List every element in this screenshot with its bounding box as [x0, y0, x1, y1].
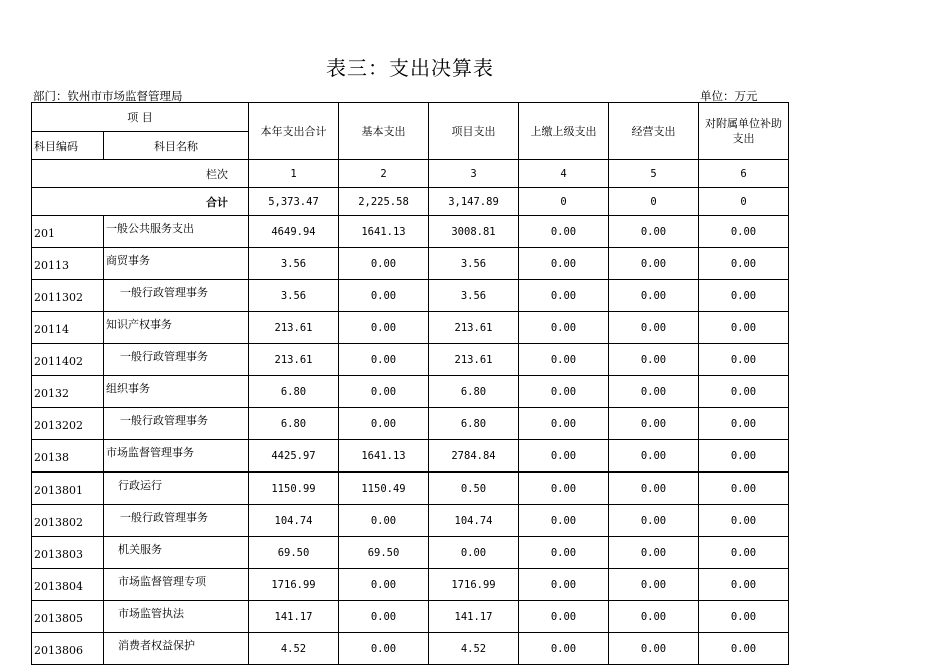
- column-index-1: 1: [249, 160, 339, 188]
- row-name: 知识产权事务: [104, 312, 249, 344]
- column-index-4: 4: [519, 160, 609, 188]
- row-value-6: 0.00: [699, 601, 789, 633]
- row-code: 2013202: [32, 408, 104, 440]
- row-code: 2013803: [32, 537, 104, 569]
- row-value-1: 141.17: [249, 601, 339, 633]
- total-value-5: 0: [609, 188, 699, 216]
- table-row: [32, 248, 789, 280]
- row-value-3: 3.56: [429, 248, 519, 280]
- row-name: 一般行政管理事务: [104, 344, 249, 376]
- row-code: 2011402: [32, 344, 104, 376]
- column-index-2: 2: [339, 160, 429, 188]
- row-value-3: 0.50: [429, 472, 519, 505]
- unit-label: 单位：万元: [700, 89, 758, 103]
- row-value-6: 0.00: [699, 216, 789, 248]
- row-value-6: 0.00: [699, 312, 789, 344]
- row-value-3: 104.74: [429, 505, 519, 537]
- row-value-1: 4425.97: [249, 440, 339, 473]
- page-title: 表三：支出决算表: [326, 56, 494, 80]
- row-value-1: 1716.99: [249, 569, 339, 601]
- table-row: [32, 633, 789, 665]
- row-value-4: 0.00: [519, 408, 609, 440]
- total-label: 合计: [104, 188, 249, 216]
- table-row: [32, 537, 789, 569]
- column-index-3: 3: [429, 160, 519, 188]
- total-row: [32, 188, 789, 216]
- header-name: 科目名称: [104, 132, 249, 160]
- header-col-6: 对附属单位补助支出: [699, 103, 789, 160]
- row-value-6: 0.00: [699, 440, 789, 473]
- table-row: [32, 408, 789, 440]
- row-value-6: 0.00: [699, 569, 789, 601]
- row-value-4: 0.00: [519, 537, 609, 569]
- row-value-5: 0.00: [609, 569, 699, 601]
- row-value-4: 0.00: [519, 216, 609, 248]
- row-value-3: 213.61: [429, 344, 519, 376]
- row-value-4: 0.00: [519, 440, 609, 473]
- row-value-1: 4.52: [249, 633, 339, 665]
- table-row: [32, 216, 789, 248]
- total-value-3: 3,147.89: [429, 188, 519, 216]
- row-value-4: 0.00: [519, 472, 609, 505]
- row-value-4: 0.00: [519, 569, 609, 601]
- department-label: 部门：钦州市市场监督管理局: [33, 89, 183, 103]
- column-index-6: 6: [699, 160, 789, 188]
- table-row: [32, 344, 789, 376]
- row-value-4: 0.00: [519, 601, 609, 633]
- row-value-4: 0.00: [519, 312, 609, 344]
- table-row: [32, 376, 789, 408]
- row-value-2: 0.00: [339, 408, 429, 440]
- row-value-6: 0.00: [699, 344, 789, 376]
- row-code: 2013802: [32, 505, 104, 537]
- row-value-2: 0.00: [339, 633, 429, 665]
- row-value-5: 0.00: [609, 633, 699, 665]
- row-value-1: 213.61: [249, 312, 339, 344]
- row-value-6: 0.00: [699, 505, 789, 537]
- header-code: 科目编码: [32, 132, 104, 160]
- row-value-2: 0.00: [339, 505, 429, 537]
- row-value-3: 3008.81: [429, 216, 519, 248]
- row-value-2: 0.00: [339, 280, 429, 312]
- row-value-3: 2784.84: [429, 440, 519, 473]
- row-code: 2013806: [32, 633, 104, 665]
- row-value-6: 0.00: [699, 408, 789, 440]
- row-value-1: 1150.99: [249, 472, 339, 505]
- row-value-4: 0.00: [519, 344, 609, 376]
- row-code: 20113: [32, 248, 104, 280]
- total-value-1: 5,373.47: [249, 188, 339, 216]
- row-value-4: 0.00: [519, 376, 609, 408]
- table-row: [32, 472, 789, 505]
- row-code: 2013805: [32, 601, 104, 633]
- row-value-6: 0.00: [699, 248, 789, 280]
- row-value-2: 0.00: [339, 376, 429, 408]
- row-value-2: 0.00: [339, 344, 429, 376]
- row-value-5: 0.00: [609, 408, 699, 440]
- row-value-6: 0.00: [699, 633, 789, 665]
- table-row: [32, 505, 789, 537]
- row-value-1: 4649.94: [249, 216, 339, 248]
- row-value-6: 0.00: [699, 537, 789, 569]
- row-name: 市场监督管理专项: [104, 569, 249, 601]
- row-value-3: 141.17: [429, 601, 519, 633]
- row-value-3: 0.00: [429, 537, 519, 569]
- row-name: 一般行政管理事务: [104, 505, 249, 537]
- row-code: 2013801: [32, 472, 104, 505]
- row-value-4: 0.00: [519, 280, 609, 312]
- row-value-1: 6.80: [249, 376, 339, 408]
- row-value-1: 104.74: [249, 505, 339, 537]
- row-value-3: 213.61: [429, 312, 519, 344]
- row-value-2: 0.00: [339, 312, 429, 344]
- row-value-1: 6.80: [249, 408, 339, 440]
- row-name: 市场监督管理事务: [104, 440, 249, 473]
- row-name: 组织事务: [104, 376, 249, 408]
- header-row-1: [32, 103, 789, 132]
- row-value-3: 3.56: [429, 280, 519, 312]
- row-code: 201: [32, 216, 104, 248]
- row-name: 商贸事务: [104, 248, 249, 280]
- row-value-3: 6.80: [429, 376, 519, 408]
- row-value-4: 0.00: [519, 248, 609, 280]
- row-code: 2013804: [32, 569, 104, 601]
- row-value-2: 0.00: [339, 569, 429, 601]
- row-value-2: 0.00: [339, 601, 429, 633]
- row-value-5: 0.00: [609, 344, 699, 376]
- row-value-5: 0.00: [609, 440, 699, 473]
- row-value-3: 6.80: [429, 408, 519, 440]
- row-name: 机关服务: [104, 537, 249, 569]
- table-row: [32, 312, 789, 344]
- row-value-5: 0.00: [609, 505, 699, 537]
- row-name: 行政运行: [104, 472, 249, 505]
- header-col-5: 经营支出: [609, 103, 699, 160]
- row-value-5: 0.00: [609, 537, 699, 569]
- column-index-row: [32, 160, 789, 188]
- row-value-6: 0.00: [699, 376, 789, 408]
- column-index-label: 栏次: [104, 160, 249, 188]
- row-value-5: 0.00: [609, 601, 699, 633]
- row-name: 一般行政管理事务: [104, 280, 249, 312]
- row-value-6: 0.00: [699, 472, 789, 505]
- row-code: 20114: [32, 312, 104, 344]
- row-value-5: 0.00: [609, 280, 699, 312]
- header-project: 项 目: [32, 103, 249, 132]
- total-value-6: 0: [699, 188, 789, 216]
- row-value-3: 4.52: [429, 633, 519, 665]
- row-value-2: 69.50: [339, 537, 429, 569]
- table-row: [32, 601, 789, 633]
- table-row: [32, 569, 789, 601]
- row-value-4: 0.00: [519, 505, 609, 537]
- row-value-5: 0.00: [609, 216, 699, 248]
- row-value-1: 213.61: [249, 344, 339, 376]
- row-value-2: 1641.13: [339, 440, 429, 473]
- table-row: [32, 440, 789, 473]
- column-index-5: 5: [609, 160, 699, 188]
- table-row: [32, 280, 789, 312]
- row-value-1: 3.56: [249, 280, 339, 312]
- row-name: 消费者权益保护: [104, 633, 249, 665]
- total-value-2: 2,225.58: [339, 188, 429, 216]
- row-value-1: 3.56: [249, 248, 339, 280]
- header-col-3: 项目支出: [429, 103, 519, 160]
- expenditure-table: [31, 102, 789, 665]
- header-col-2: 基本支出: [339, 103, 429, 160]
- row-value-1: 69.50: [249, 537, 339, 569]
- row-value-2: 0.00: [339, 248, 429, 280]
- row-name: 一般行政管理事务: [104, 408, 249, 440]
- header-col-4: 上缴上级支出: [519, 103, 609, 160]
- row-value-5: 0.00: [609, 312, 699, 344]
- row-name: 市场监管执法: [104, 601, 249, 633]
- row-value-3: 1716.99: [429, 569, 519, 601]
- row-value-5: 0.00: [609, 376, 699, 408]
- total-value-4: 0: [519, 188, 609, 216]
- row-code: 20138: [32, 440, 104, 473]
- row-value-5: 0.00: [609, 248, 699, 280]
- row-value-5: 0.00: [609, 472, 699, 505]
- row-code: 20132: [32, 376, 104, 408]
- header-col-1: 本年支出合计: [249, 103, 339, 160]
- row-value-6: 0.00: [699, 280, 789, 312]
- row-name: 一般公共服务支出: [104, 216, 249, 248]
- row-value-4: 0.00: [519, 633, 609, 665]
- row-code: 2011302: [32, 280, 104, 312]
- row-value-2: 1641.13: [339, 216, 429, 248]
- row-value-2: 1150.49: [339, 472, 429, 505]
